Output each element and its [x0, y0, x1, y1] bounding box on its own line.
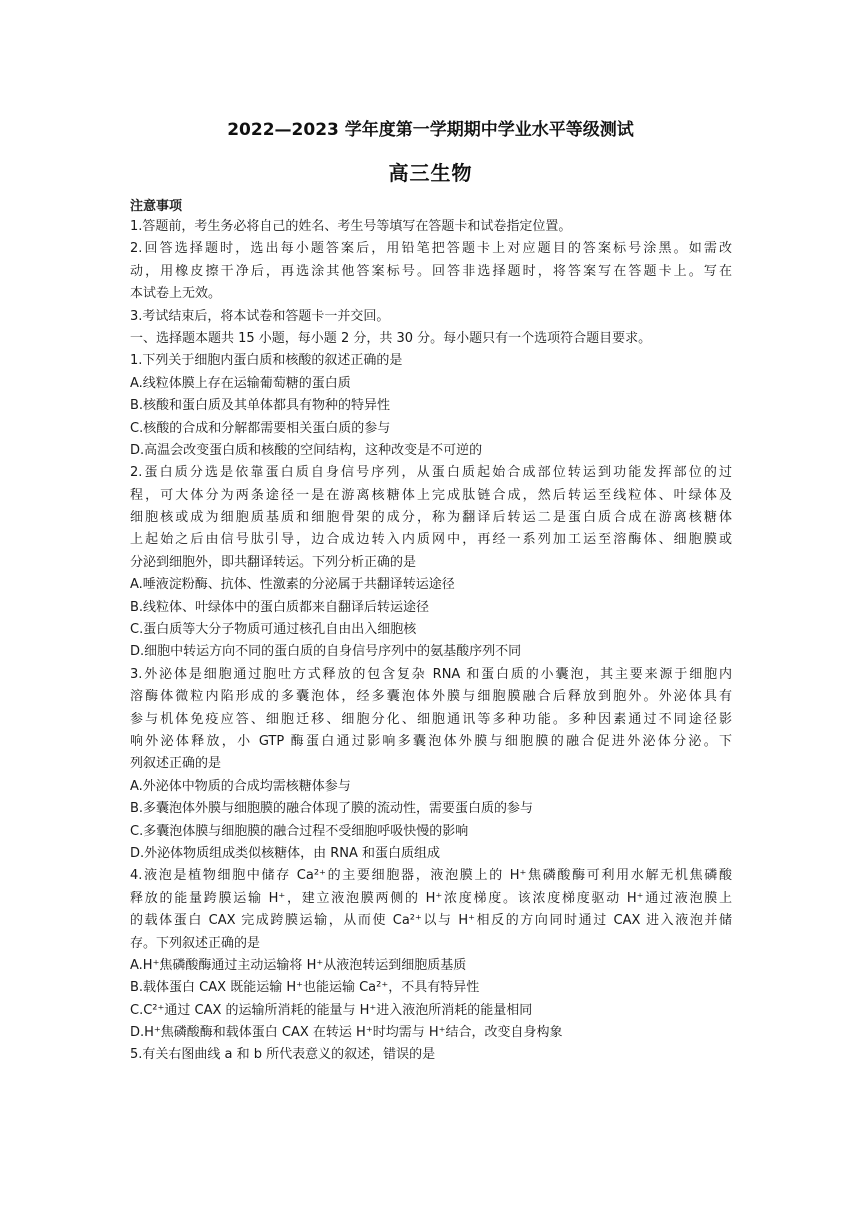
text-line: 参与机体免疫应答、细胞迁移、细胞分化、细胞通讯等多种功能。多种因素通过不同途径影 [130, 711, 732, 727]
document-body [130, 216, 732, 1067]
text-line: 溶酶体微粒内陷形成的多囊泡体，经多囊泡体外膜与细胞膜融合后释放到胞外。外泌体具有 [130, 689, 732, 705]
text-line: 动，用橡皮擦干净后，再选涂其他答案标号。回答非选择题时，将答案写在答题卡上。写在 [130, 263, 732, 279]
text-line: D.高温会改变蛋白质和核酸的空间结构，这种改变是不可逆的 [130, 442, 483, 458]
text-line: 2.蛋白质分选是依靠蛋白质自身信号序列，从蛋白质起始合成部位转运到功能发挥部位的过 [130, 465, 732, 481]
text-line: D.细胞中转运方向不同的蛋白质的自身信号序列中的氨基酸序列不同 [130, 644, 522, 660]
text-line: C.核酸的合成和分解都需要相关蛋白质的参与 [130, 420, 391, 436]
text-line: B.多囊泡体外膜与细胞膜的融合体现了膜的流动性，需要蛋白质的参与 [130, 801, 534, 817]
text-line: B.线粒体、叶绿体中的蛋白质都来自翻译后转运途径 [130, 599, 430, 615]
text-line: 列叙述正确的是 [130, 756, 222, 772]
text-line: 1.答题前，考生务必将自己的姓名、考生号等填写在答题卡和试卷指定位置。 [130, 219, 572, 234]
text-line: A.唾液淀粉酶、抗体、性激素的分泌属于共翻译转运途径 [130, 577, 455, 593]
text-line: 3.考试结束后，将本试卷和答题卡一并交回。 [130, 308, 390, 324]
text-line: 5.有关右图曲线 a 和 b 所代表意义的叙述，错误的是 [130, 1047, 436, 1063]
text-line: A.外泌体中物质的合成均需核糖体参与 [130, 778, 351, 794]
text-line: C.蛋白质等大分子物质可通过核孔自由出入细胞核 [130, 622, 417, 638]
text-line: 响外泌体释放，小 GTP 酶蛋白通过影响多囊泡体外膜与细胞膜的融合促进外泌体分泌。下 [130, 733, 732, 749]
text-line: B.载体蛋白 CAX 既能运输 H⁺也能运输 Ca²⁺，不具有特异性 [130, 980, 480, 996]
text-line: D.外泌体物质组成类似核糖体，由 RNA 和蛋白质组成 [130, 845, 441, 861]
text-line: 2.回答选择题时，选出每小题答案后，用铅笔把答题卡上对应题目的答案标号涂黑。如需改 [130, 241, 732, 257]
text-line: B.核酸和蛋白质及其单体都具有物种的特异性 [130, 398, 391, 414]
text-line: 一、选择题本题共 15 小题，每小题 2 分，共 30 分。每小题只有一个选项符合题目要求。 [130, 330, 652, 346]
text-line: 细胞核或成为细胞质基质和细胞骨架的成分，称为翻译后转运二是蛋白质合成在游离核糖体 [130, 510, 732, 526]
text-line: A.线粒体膜上存在运输葡萄糖的蛋白质 [130, 375, 351, 391]
text-line: C.C²⁺通过 CAX 的运输所消耗的能量与 H⁺进入液泡所消耗的能量相同 [130, 1002, 533, 1018]
text-line: 程，可大体分为两条途径一是在游离核糖体上完成肽链合成，然后转运至线粒体、叶绿体及 [130, 487, 732, 503]
text-line: 存。下列叙述正确的是 [130, 935, 261, 951]
text-line: 分泌到细胞外，即共翻译转运。下列分析正确的是 [130, 554, 417, 570]
text-line: 3.外泌体是细胞通过胞吐方式释放的包含复杂 RNA 和蛋白质的小囊泡，其主要来源于细胞内 [130, 666, 732, 682]
text-line: D.H⁺焦磷酸酶和载体蛋白 CAX 在转运 H⁺时均需与 H⁺结合，改变自身构象 [130, 1025, 563, 1041]
text-line: 的载体蛋白 CAX 完成跨膜运输，从而使 Ca²⁺以与 H⁺相反的方向同时通过 CAX 进入液泡并储 [130, 913, 732, 929]
text-line: A.H⁺焦磷酸酶通过主动运输将 H⁺从液泡转运到细胞质基质 [130, 957, 467, 973]
text-line: 释放的能量跨膜运输 H⁺，建立液泡膜两侧的 H⁺浓度梯度。该浓度梯度驱动 H⁺通过液泡膜上 [130, 890, 732, 906]
exam-title: 2022—2023 学年度第一学期期中学业水平等级测试 [227, 120, 634, 140]
notes-heading: 注意事项 [130, 199, 183, 214]
text-line: 1.下列关于细胞内蛋白质和核酸的叙述正确的是 [130, 353, 403, 369]
text-line: 4.液泡是植物细胞中储存 Ca²⁺的主要细胞器，液泡膜上的 H⁺焦磷酸酶可利用水解无机焦磷酸 [130, 868, 732, 884]
text-line: C.多囊泡体膜与细胞膜的融合过程不受细胞呼吸快慢的影响 [130, 823, 469, 839]
text-line: 上起始之后由信号肽引导，边合成边转入内质网中，再经一系列加工运至溶酶体、细胞膜或 [130, 532, 732, 548]
exam-subtitle: 高三生物 [388, 161, 473, 185]
text-line: 本试卷上无效。 [130, 286, 222, 302]
